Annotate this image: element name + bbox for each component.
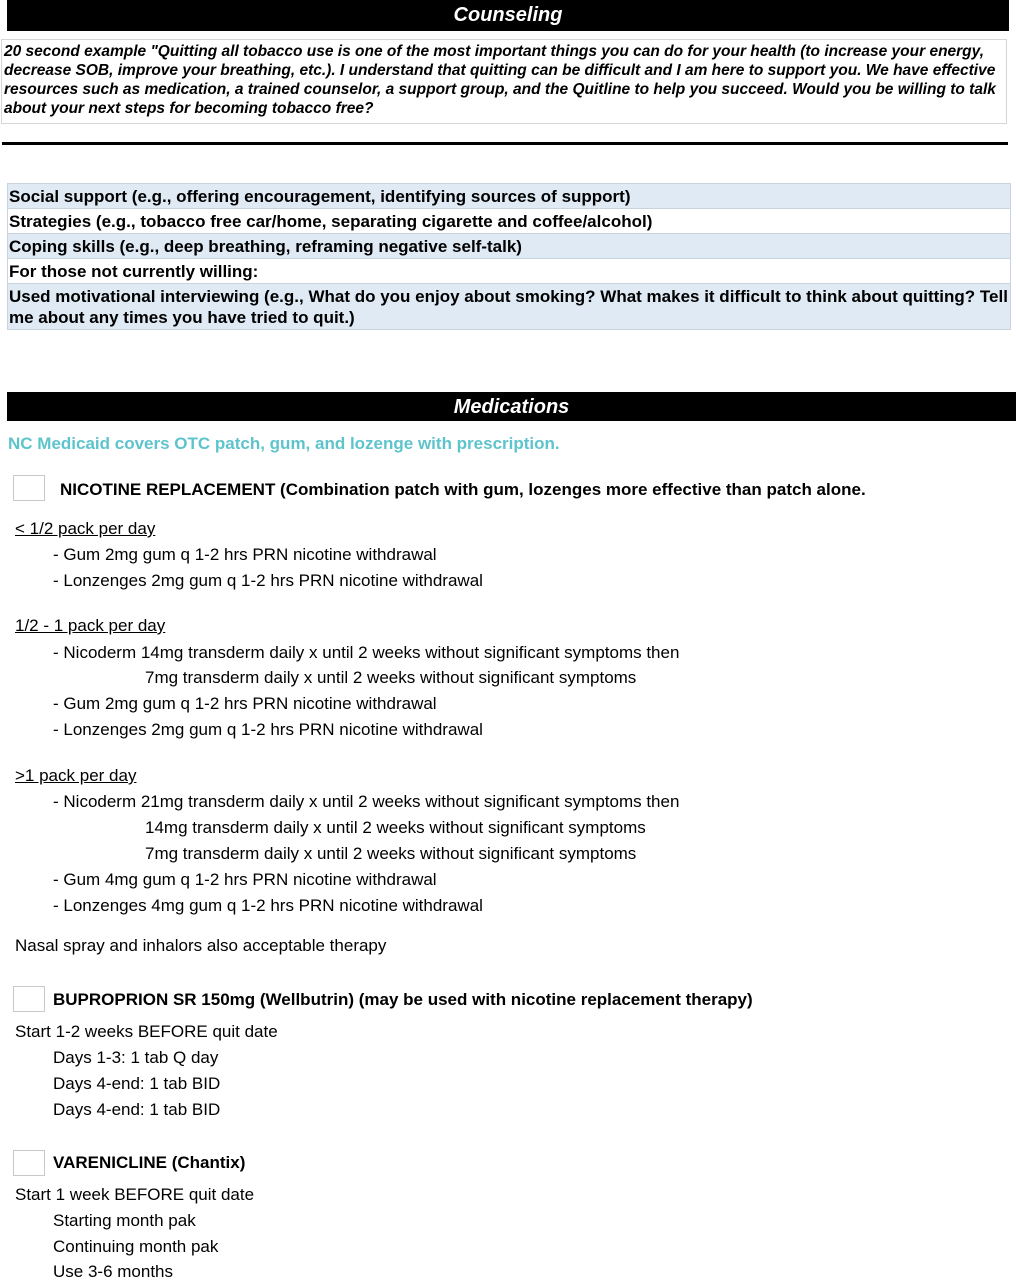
- varenicline-checkbox[interactable]: [13, 1150, 45, 1176]
- dose-item: - Nicoderm 21mg transderm daily x until 2 weeks without significant symptoms then: [53, 792, 680, 811]
- section-divider: [2, 142, 1008, 145]
- nicotine-footnote: Nasal spray and inhalors also acceptable therapy: [15, 936, 387, 955]
- bupropion-start: Start 1-2 weeks BEFORE quit date: [15, 1022, 278, 1041]
- varenicline-item: Use 3-6 months: [53, 1262, 173, 1281]
- bupropion-checkbox[interactable]: [13, 986, 45, 1012]
- bupropion-heading: BUPROPRION SR 150mg (Wellbutrin) (may be used with nicotine replacement therapy): [53, 990, 753, 1009]
- dose-tier-label: >1 pack per day: [15, 766, 137, 785]
- medications-section-title: Medications: [7, 392, 1016, 421]
- counseling-support-table: [7, 183, 1011, 330]
- dose-item: - Nicoderm 14mg transderm daily x until 2 weeks without significant symptoms then: [53, 643, 680, 662]
- support-row-motivational: Used motivational interviewing (e.g., What do you enjoy about smoking? What makes it difficult to think about quitting? Tell me about any times you have tried to quit.): [7, 284, 1011, 330]
- dose-item: - Gum 2mg gum q 1-2 hrs PRN nicotine withdrawal: [53, 694, 437, 713]
- support-row-coping: Coping skills (e.g., deep breathing, reframing negative self-talk): [7, 234, 1011, 259]
- dose-item: 14mg transderm daily x until 2 weeks without significant symptoms: [145, 818, 646, 837]
- bupropion-dose-item: Days 4-end: 1 tab BID: [53, 1100, 221, 1119]
- counseling-section-title: Counseling: [7, 0, 1009, 31]
- dose-item: - Lonzenges 4mg gum q 1-2 hrs PRN nicotine withdrawal: [53, 896, 483, 915]
- dose-item: - Gum 4mg gum q 1-2 hrs PRN nicotine withdrawal: [53, 870, 437, 889]
- dose-item: - Gum 2mg gum q 1-2 hrs PRN nicotine withdrawal: [53, 545, 437, 564]
- medicaid-note: NC Medicaid covers OTC patch, gum, and lozenge with prescription.: [8, 434, 560, 453]
- varenicline-start: Start 1 week BEFORE quit date: [15, 1185, 255, 1204]
- varenicline-heading: VARENICLINE (Chantix): [53, 1153, 246, 1172]
- counseling-example-text: 20 second example "Quitting all tobacco use is one of the most important things you can do for your health (to increase your energy, decrease SOB, improve your breathing, etc.). I understand that quitting can be difficult and I am here to support you. We have effective resources such as medication, a trained counselor, a support group, and the Quitline to help you succeed. Would you be willing to talk about your next steps for becoming tobacco free?: [1, 39, 1007, 124]
- support-row-not-willing: For those not currently willing:: [7, 259, 1011, 284]
- dose-item: 7mg transderm daily x until 2 weeks without significant symptoms: [145, 668, 637, 687]
- bupropion-dose-item: Days 4-end: 1 tab BID: [53, 1074, 221, 1093]
- dose-item: - Lonzenges 2mg gum q 1-2 hrs PRN nicotine withdrawal: [53, 720, 483, 739]
- dose-tier-label: < 1/2 pack per day: [15, 519, 156, 538]
- varenicline-item: Continuing month pak: [53, 1237, 219, 1256]
- dose-tier-label: 1/2 - 1 pack per day: [15, 616, 166, 635]
- support-row-strategies: Strategies (e.g., tobacco free car/home, separating cigarette and coffee/alcohol): [7, 209, 1011, 234]
- nicotine-replacement-heading: NICOTINE REPLACEMENT (Combination patch with gum, lozenges more effective than patch alone.: [60, 480, 866, 499]
- bupropion-dose-item: Days 1-3: 1 tab Q day: [53, 1048, 219, 1067]
- nicotine-replacement-checkbox[interactable]: [13, 475, 45, 501]
- varenicline-item: Starting month pak: [53, 1211, 196, 1230]
- support-row-social: Social support (e.g., offering encouragement, identifying sources of support): [7, 184, 1011, 209]
- dose-item: 7mg transderm daily x until 2 weeks without significant symptoms: [145, 844, 637, 863]
- dose-item: - Lonzenges 2mg gum q 1-2 hrs PRN nicotine withdrawal: [53, 571, 483, 590]
